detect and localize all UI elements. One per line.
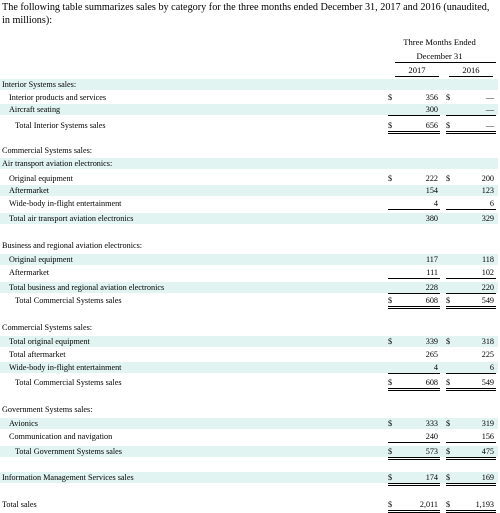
currency-symbol: $ — [446, 500, 451, 509]
total-underline — [388, 306, 440, 307]
table-row — [0, 472, 498, 483]
currency-symbol: $ — [446, 419, 451, 428]
currency-symbol: $ — [446, 337, 451, 346]
value-2017: 300 — [425, 105, 438, 114]
value-2016: 475 — [481, 447, 494, 456]
total-underline — [446, 483, 496, 484]
value-2016: 118 — [482, 255, 494, 264]
currency-symbol: $ — [388, 93, 393, 102]
value-2017: 656 — [425, 121, 438, 130]
currency-symbol: $ — [388, 174, 393, 183]
value-2017: 380 — [425, 214, 438, 223]
currency-symbol: $ — [388, 419, 393, 428]
value-2016: 6 — [489, 363, 494, 372]
total-underline — [446, 459, 496, 460]
row-label: Government Systems sales: — [2, 405, 93, 414]
row-label: Commercial Systems sales: — [2, 146, 93, 155]
value-2016: 1,193 — [475, 500, 494, 509]
value-2016: 6 — [489, 199, 494, 208]
subtotal-underline — [388, 209, 440, 210]
period-subheader: December 31 — [416, 51, 463, 61]
total-underline — [446, 457, 496, 458]
currency-symbol: $ — [446, 93, 451, 102]
total-underline — [388, 483, 440, 484]
table-row — [0, 362, 498, 373]
value-2016: 549 — [481, 378, 494, 387]
table-row — [0, 120, 498, 131]
value-2017: 228 — [425, 283, 438, 292]
subtotal-underline — [446, 293, 496, 294]
table-row — [0, 185, 498, 196]
total-underline — [446, 388, 496, 389]
value-2017: 573 — [425, 447, 438, 456]
table-row — [0, 173, 498, 184]
total-underline — [388, 485, 440, 486]
row-label: Business and regional aviation electronics: — [2, 241, 143, 250]
value-2017: 222 — [425, 174, 438, 183]
subtotal-underline — [446, 442, 496, 443]
subtotal-underline — [388, 115, 440, 116]
total-underline — [446, 510, 496, 511]
currency-symbol: $ — [446, 473, 451, 482]
currency-symbol: $ — [388, 337, 393, 346]
value-2016: 549 — [481, 296, 494, 305]
table-row — [0, 295, 498, 306]
value-2017: 174 — [425, 473, 438, 482]
row-label: Interior products and services — [9, 93, 107, 102]
table-row — [0, 282, 498, 293]
value-2017: 608 — [425, 296, 438, 305]
value-2016: — — [485, 93, 494, 102]
value-2017: 4 — [433, 199, 438, 208]
row-label: Total sales — [2, 500, 37, 509]
subtotal-underline — [388, 373, 440, 374]
value-2016: 156 — [481, 432, 494, 441]
subtotal-underline — [388, 293, 440, 294]
row-label: Commercial Systems sales: — [2, 323, 93, 332]
subtotal-underline — [388, 278, 440, 279]
table-row — [0, 377, 498, 388]
value-2016: 319 — [481, 419, 494, 428]
row-label: Wide-body in-flight entertainment — [9, 363, 122, 372]
value-2016: 123 — [481, 186, 494, 195]
row-label: Total Government Systems sales — [15, 447, 122, 456]
table-row — [0, 418, 498, 429]
total-underline — [388, 390, 440, 391]
total-underline — [446, 306, 496, 307]
currency-symbol: $ — [446, 174, 451, 183]
table-row — [0, 104, 498, 115]
currency-symbol: $ — [388, 447, 393, 456]
year-2016-header: 2016 — [449, 65, 493, 77]
table-row — [0, 240, 498, 251]
table-row — [0, 446, 498, 457]
total-underline — [446, 308, 496, 309]
subtotal-underline — [446, 115, 496, 116]
currency-symbol: $ — [388, 296, 393, 305]
table-row — [0, 213, 498, 224]
currency-symbol: $ — [446, 296, 451, 305]
row-label: Communication and navigation — [9, 432, 113, 441]
value-2016: 225 — [481, 350, 494, 359]
value-2017: 2,011 — [419, 500, 438, 509]
total-underline — [446, 131, 496, 132]
row-label: Original equipment — [9, 255, 73, 264]
row-label: Total aftermarket — [9, 350, 66, 359]
value-2017: 339 — [425, 337, 438, 346]
currency-symbol: $ — [446, 378, 451, 387]
row-label: Wide-body in-flight entertainment — [9, 199, 122, 208]
table-row — [0, 267, 498, 278]
table-row — [0, 336, 498, 347]
row-label: Interior Systems sales: — [2, 80, 77, 89]
total-underline — [388, 308, 440, 309]
year-2017-header: 2017 — [395, 65, 439, 77]
table-row — [0, 254, 498, 265]
row-label: Total Interior Systems sales — [15, 121, 106, 130]
currency-symbol: $ — [388, 473, 393, 482]
value-2017: 4 — [433, 363, 438, 372]
period-header: Three Months Ended — [403, 37, 476, 47]
currency-symbol: $ — [388, 378, 393, 387]
table-row — [0, 79, 498, 90]
subtotal-underline — [446, 278, 496, 279]
table-row — [0, 145, 498, 156]
table-row — [0, 431, 498, 442]
value-2016: 329 — [481, 214, 494, 223]
row-label: Total Commercial Systems sales — [15, 296, 122, 305]
value-2017: 154 — [425, 186, 438, 195]
value-2016: 318 — [481, 337, 494, 346]
value-2017: 333 — [425, 419, 438, 428]
value-2017: 111 — [426, 268, 438, 277]
currency-symbol: $ — [388, 121, 393, 130]
value-2017: 608 — [425, 378, 438, 387]
table-row — [0, 322, 498, 333]
value-2016: — — [485, 121, 494, 130]
subtotal-underline — [446, 209, 496, 210]
total-underline — [446, 133, 496, 134]
intro-text: The following table summarizes sales by category for the three months ended December 31, 2017 and 2016 (unaudited, in millions): — [2, 2, 490, 26]
currency-symbol: $ — [446, 121, 451, 130]
row-label: Total air transport aviation electronics — [9, 214, 134, 223]
currency-symbol: $ — [388, 500, 393, 509]
row-label: Aftermarket — [9, 186, 50, 195]
subtotal-underline — [446, 373, 496, 374]
table-row — [0, 92, 498, 103]
total-underline — [446, 390, 496, 391]
table-row — [0, 349, 498, 360]
row-label: Air transport aviation electronics: — [2, 159, 113, 168]
value-2017: 117 — [426, 255, 438, 264]
row-label: Total business and regional aviation electronics — [9, 283, 165, 292]
total-underline — [388, 457, 440, 458]
row-label: Avionics — [9, 419, 38, 428]
row-label: Original equipment — [9, 174, 73, 183]
row-label: Total Commercial Systems sales — [15, 378, 122, 387]
table-row — [0, 404, 498, 415]
total-underline — [388, 510, 440, 511]
subtotal-underline — [388, 442, 440, 443]
value-2016: 102 — [481, 268, 494, 277]
total-underline — [388, 131, 440, 132]
currency-symbol: $ — [446, 447, 451, 456]
row-label: Total original equipment — [9, 337, 90, 346]
total-underline — [388, 388, 440, 389]
row-label: Information Management Services sales — [2, 473, 134, 482]
row-label: Aircraft seating — [9, 105, 61, 114]
table-row — [0, 499, 498, 510]
value-2016: 220 — [481, 283, 494, 292]
value-2016: 200 — [481, 174, 494, 183]
value-2017: 265 — [425, 350, 438, 359]
total-underline — [388, 133, 440, 134]
total-underline — [388, 459, 440, 460]
row-label: Aftermarket — [9, 268, 50, 277]
value-2016: — — [485, 105, 494, 114]
value-2017: 240 — [425, 432, 438, 441]
value-2016: 169 — [481, 473, 494, 482]
value-2017: 356 — [425, 93, 438, 102]
table-row — [0, 158, 498, 169]
table-row — [0, 198, 498, 209]
total-underline — [446, 485, 496, 486]
